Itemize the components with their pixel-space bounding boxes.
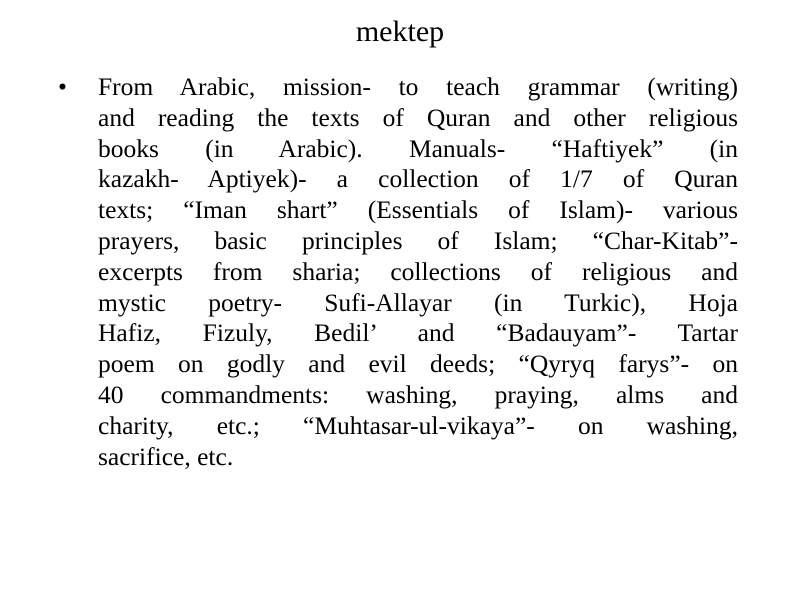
bullet-text-line: kazakh- Aptiyek)- a collection of 1/7 of Quran: [98, 164, 738, 194]
bullet-item: [58, 72, 738, 472]
bullet-text-line: and reading the texts of Quran and other religious: [98, 102, 738, 132]
bullet-text-line: texts; “Iman shart” (Essentials of Islam)- various: [98, 195, 738, 225]
bullet-text-line: Hafiz, Fizuly, Bedil’ and “Badauyam”- Tartar: [98, 318, 738, 348]
bullet-text-line: 40 commandments: washing, praying, alms and: [98, 379, 738, 409]
bullet-text-line: prayers, basic principles of Islam; “Char-Kitab”-: [98, 225, 738, 255]
bullet-text-line: sacrifice, etc.: [98, 441, 234, 471]
bullet-text-line: mystic poetry- Sufi-Allayar (in Turkic), Hoja: [98, 287, 738, 317]
slide-title: mektep: [355, 15, 445, 48]
bullet-text-line: poem on godly and evil deeds; “Qyryq farys”- on: [98, 349, 738, 379]
bullet-text-line: From Arabic, mission- to teach grammar (writing): [98, 72, 738, 101]
bullet-text-line: books (in Arabic). Manuals- “Haftiyek” (in: [98, 133, 738, 163]
bullet-text-line: excerpts from sharia; collections of religious and: [98, 256, 738, 286]
bullet-list: [58, 72, 738, 472]
bullet-icon: •: [58, 72, 67, 101]
bullet-text-line: charity, etc.; “Muhtasar-ul-vikaya”- on washing,: [98, 410, 738, 440]
